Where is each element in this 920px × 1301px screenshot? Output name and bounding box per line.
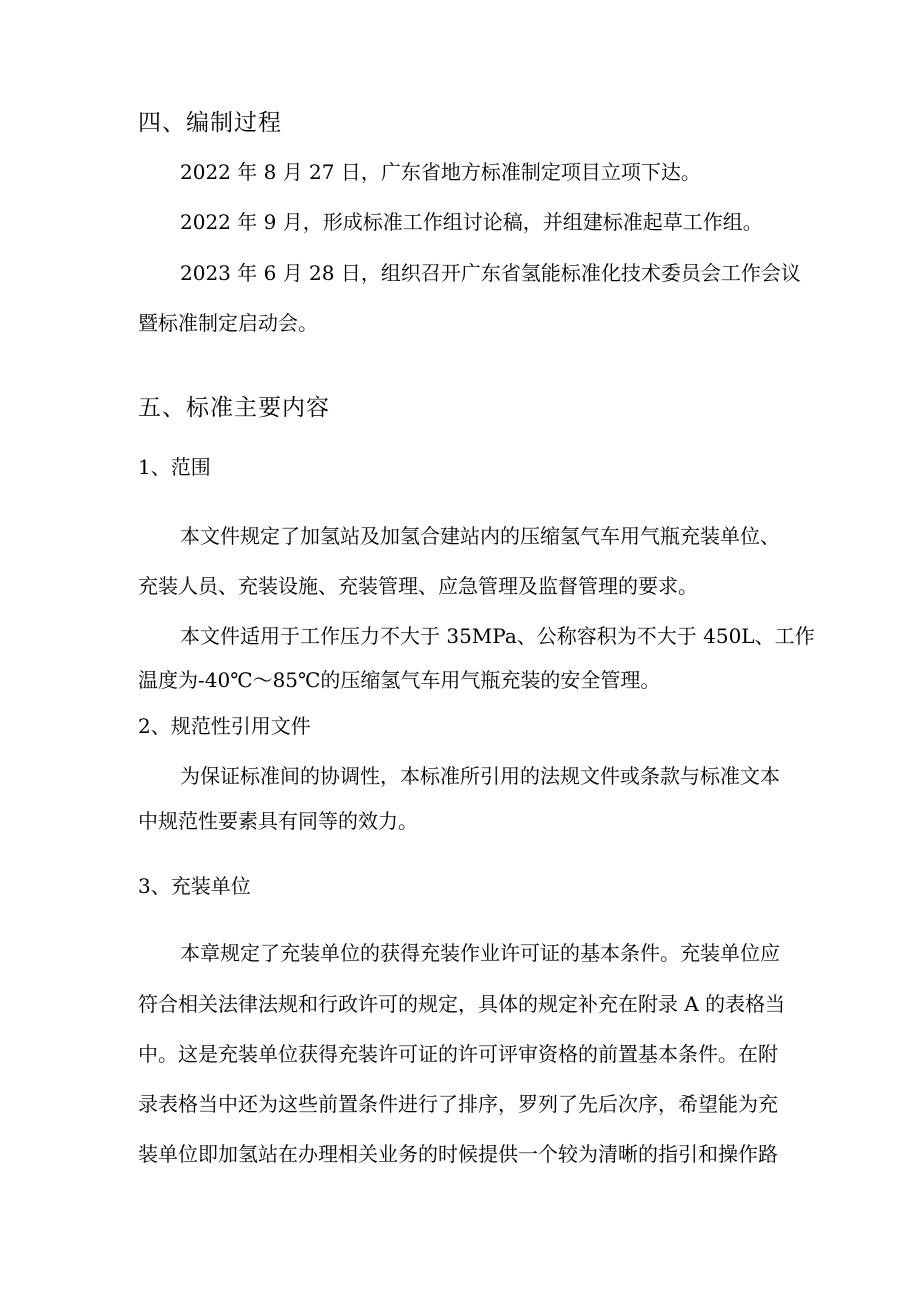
paragraph-line: 本文件适用于工作压力不大于 35MPa、公称容积为不大于 450L、工作 — [180, 624, 815, 648]
paragraph-line: 温度为-40℃～85℃的压缩氢气车用气瓶充装的安全管理。 — [138, 668, 661, 692]
subsection-3-heading: 3、充装单位 — [138, 874, 251, 898]
paragraph-line: 本文件规定了加氢站及加氢合建站内的压缩氢气车用气瓶充装单位、 — [180, 524, 780, 548]
paragraph-line: 为保证标准间的协调性，本标准所引用的法规文件或条款与标准文本 — [180, 764, 780, 788]
paragraph-line: 中规范性要素具有同等的效力。 — [138, 809, 418, 833]
paragraph-line: 充装人员、充装设施、充装管理、应急管理及监督管理的要求。 — [138, 574, 698, 598]
paragraph-line: 2022 年 9 月，形成标准工作组讨论稿，并组建标准起草工作组。 — [180, 210, 763, 234]
paragraph-line: 暨标准制定启动会。 — [138, 311, 318, 335]
section-4-heading: 四、编制过程 — [138, 110, 282, 136]
subsection-1-heading: 1、范围 — [138, 455, 211, 479]
paragraph-line: 2023 年 6 月 28 日，组织召开广东省氢能标准化技术委员会工作会议 — [180, 261, 801, 285]
subsection-2-heading: 2、规范性引用文件 — [138, 714, 311, 738]
paragraph-line: 录表格当中还为这些前置条件进行了排序，罗列了先后次序，希望能为充 — [138, 1092, 778, 1116]
paragraph-line: 本章规定了充装单位的获得充装作业许可证的基本条件。充装单位应 — [180, 941, 780, 965]
paragraph-line: 中。这是充装单位获得充装许可证的许可评审资格的前置基本条件。在附 — [138, 1042, 778, 1066]
section-5-heading: 五、标准主要内容 — [138, 395, 330, 421]
paragraph-line: 装单位即加氢站在办理相关业务的时候提供一个较为清晰的指引和操作路 — [138, 1142, 778, 1166]
paragraph-line: 2022 年 8 月 27 日，广东省地方标准制定项目立项下达。 — [180, 160, 701, 184]
paragraph-line: 符合相关法律法规和行政许可的规定，具体的规定补充在附录 A 的表格当 — [138, 992, 786, 1016]
